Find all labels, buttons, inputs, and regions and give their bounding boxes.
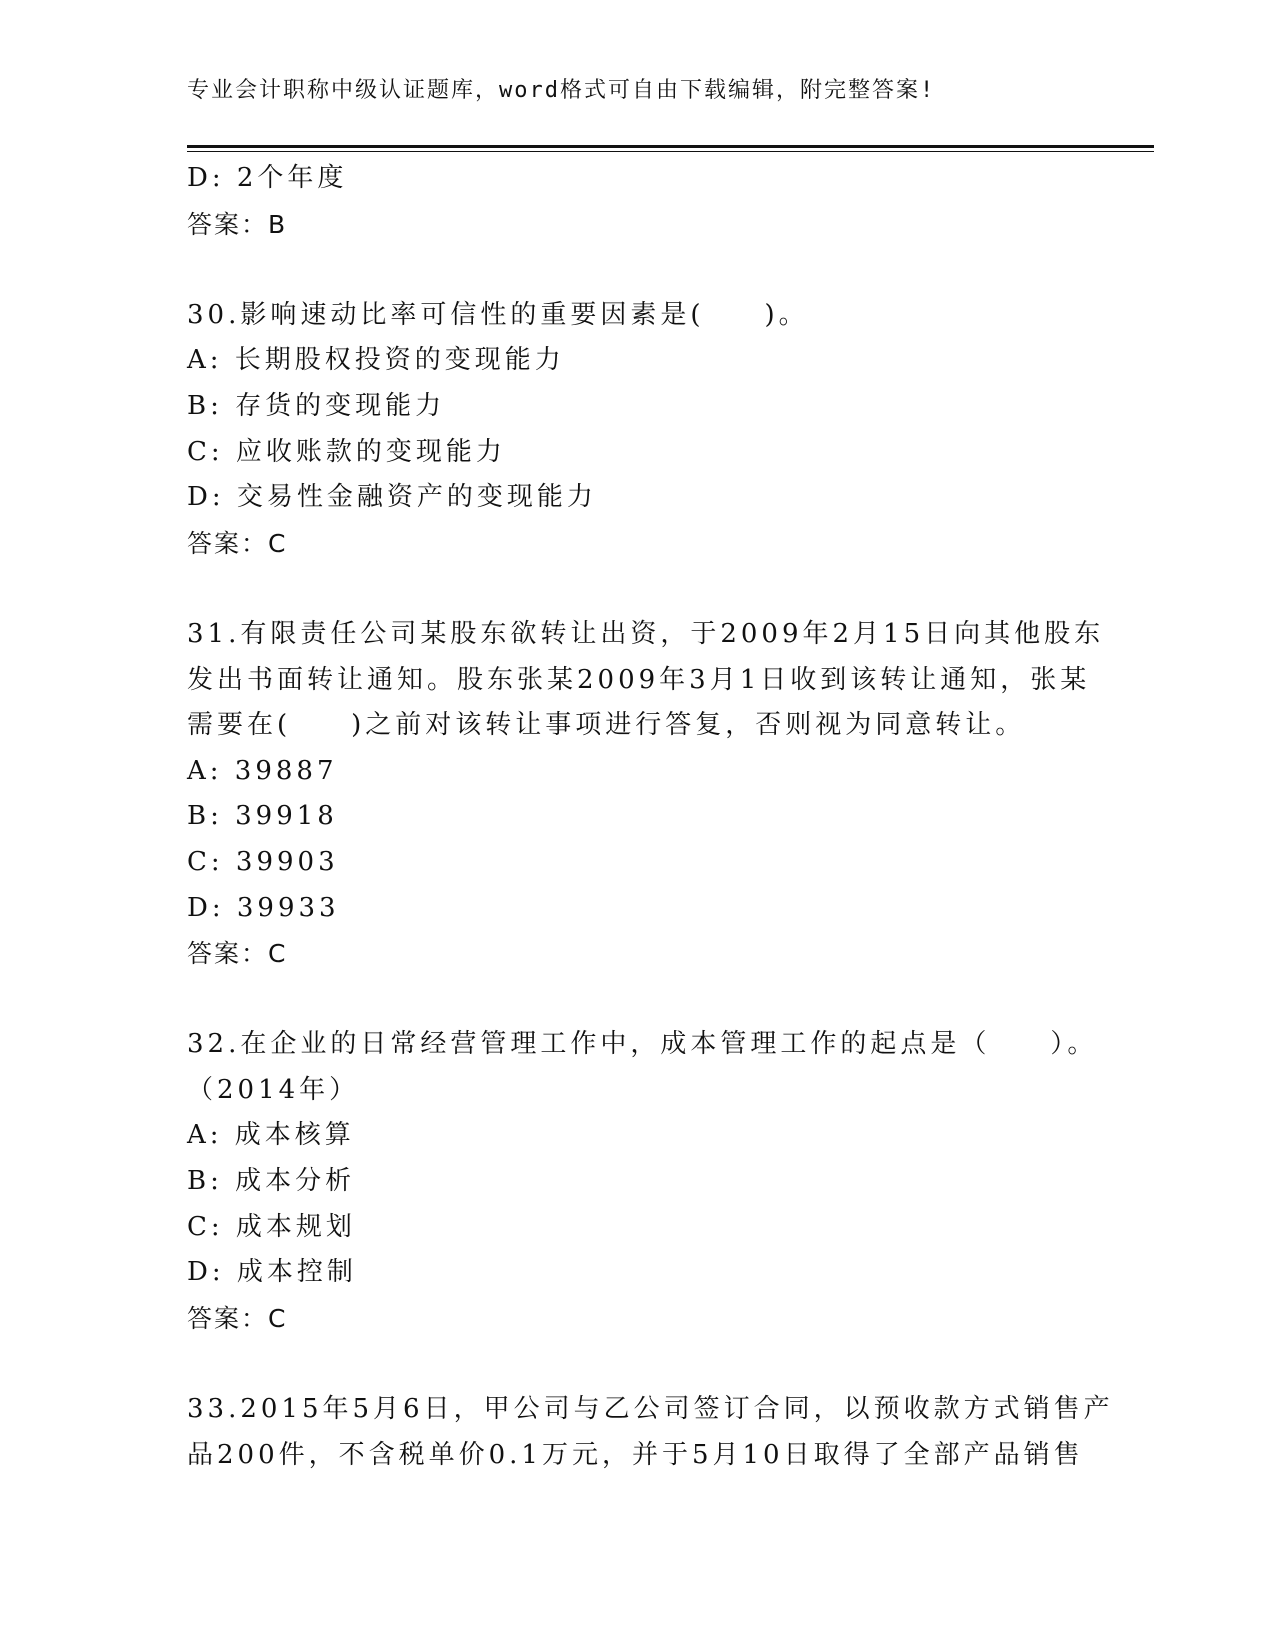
prev-answer: 答案：B [187,209,288,239]
option-a: A: 39887 [187,755,338,786]
option-c: C: 成本规划 [187,1211,356,1242]
question-text: 32.在企业的日常经营管理工作中，成本管理工作的起点是（ ）。 [187,1029,1098,1060]
answer: 答案：C [187,939,288,969]
option-c: C: 应收账款的变现能力 [187,436,506,467]
question-text: 需要在( )之前对该转让事项进行答复，否则视为同意转让。 [187,710,1026,741]
option-a: A: 成本核算 [187,1120,355,1151]
question-31 [187,612,1127,977]
header-rule-thick [187,145,1154,148]
page-header: 专业会计职称中级认证题库，word格式可自由下载编辑，附完整答案! [187,78,936,103]
option-b: B: 39918 [187,801,338,832]
spacer [187,977,1127,1023]
question-text: 33.2015年5月6日，甲公司与乙公司签订合同，以预收款方式销售产 [187,1394,1114,1425]
question-text: 30.影响速动比率可信性的重要因素是( )。 [187,299,809,330]
page-content [187,156,1127,1478]
prev-option-d: D: 2个年度 [187,163,348,193]
option-d: D: 成本控制 [187,1257,357,1288]
question-text: 31.有限责任公司某股东欲转让出资，于2009年2月15日向其他股东 [187,618,1105,649]
answer: 答案：C [187,1303,288,1333]
option-d: D: 交易性金融资产的变现能力 [187,482,597,513]
question-32 [187,1022,1127,1341]
spacer [187,566,1127,612]
option-c: C: 39903 [187,846,339,877]
option-d: D: 39933 [187,892,340,923]
option-b: B: 存货的变现能力 [187,390,446,421]
header-rule-thin [187,151,1154,152]
option-b: B: 成本分析 [187,1166,356,1197]
option-a: A: 长期股权投资的变现能力 [187,345,565,376]
spacer [187,247,1127,293]
question-text: （2014年） [187,1074,360,1105]
question-text: 发出书面转让通知。股东张某2009年3月1日收到该转让通知，张某 [187,664,1091,695]
spacer [187,1341,1127,1387]
question-30 [187,293,1127,567]
question-text: 品200件，不含税单价0.1万元，并于5月10日取得了全部产品销售 [187,1439,1084,1470]
answer: 答案：C [187,528,288,558]
question-33 [187,1387,1127,1478]
